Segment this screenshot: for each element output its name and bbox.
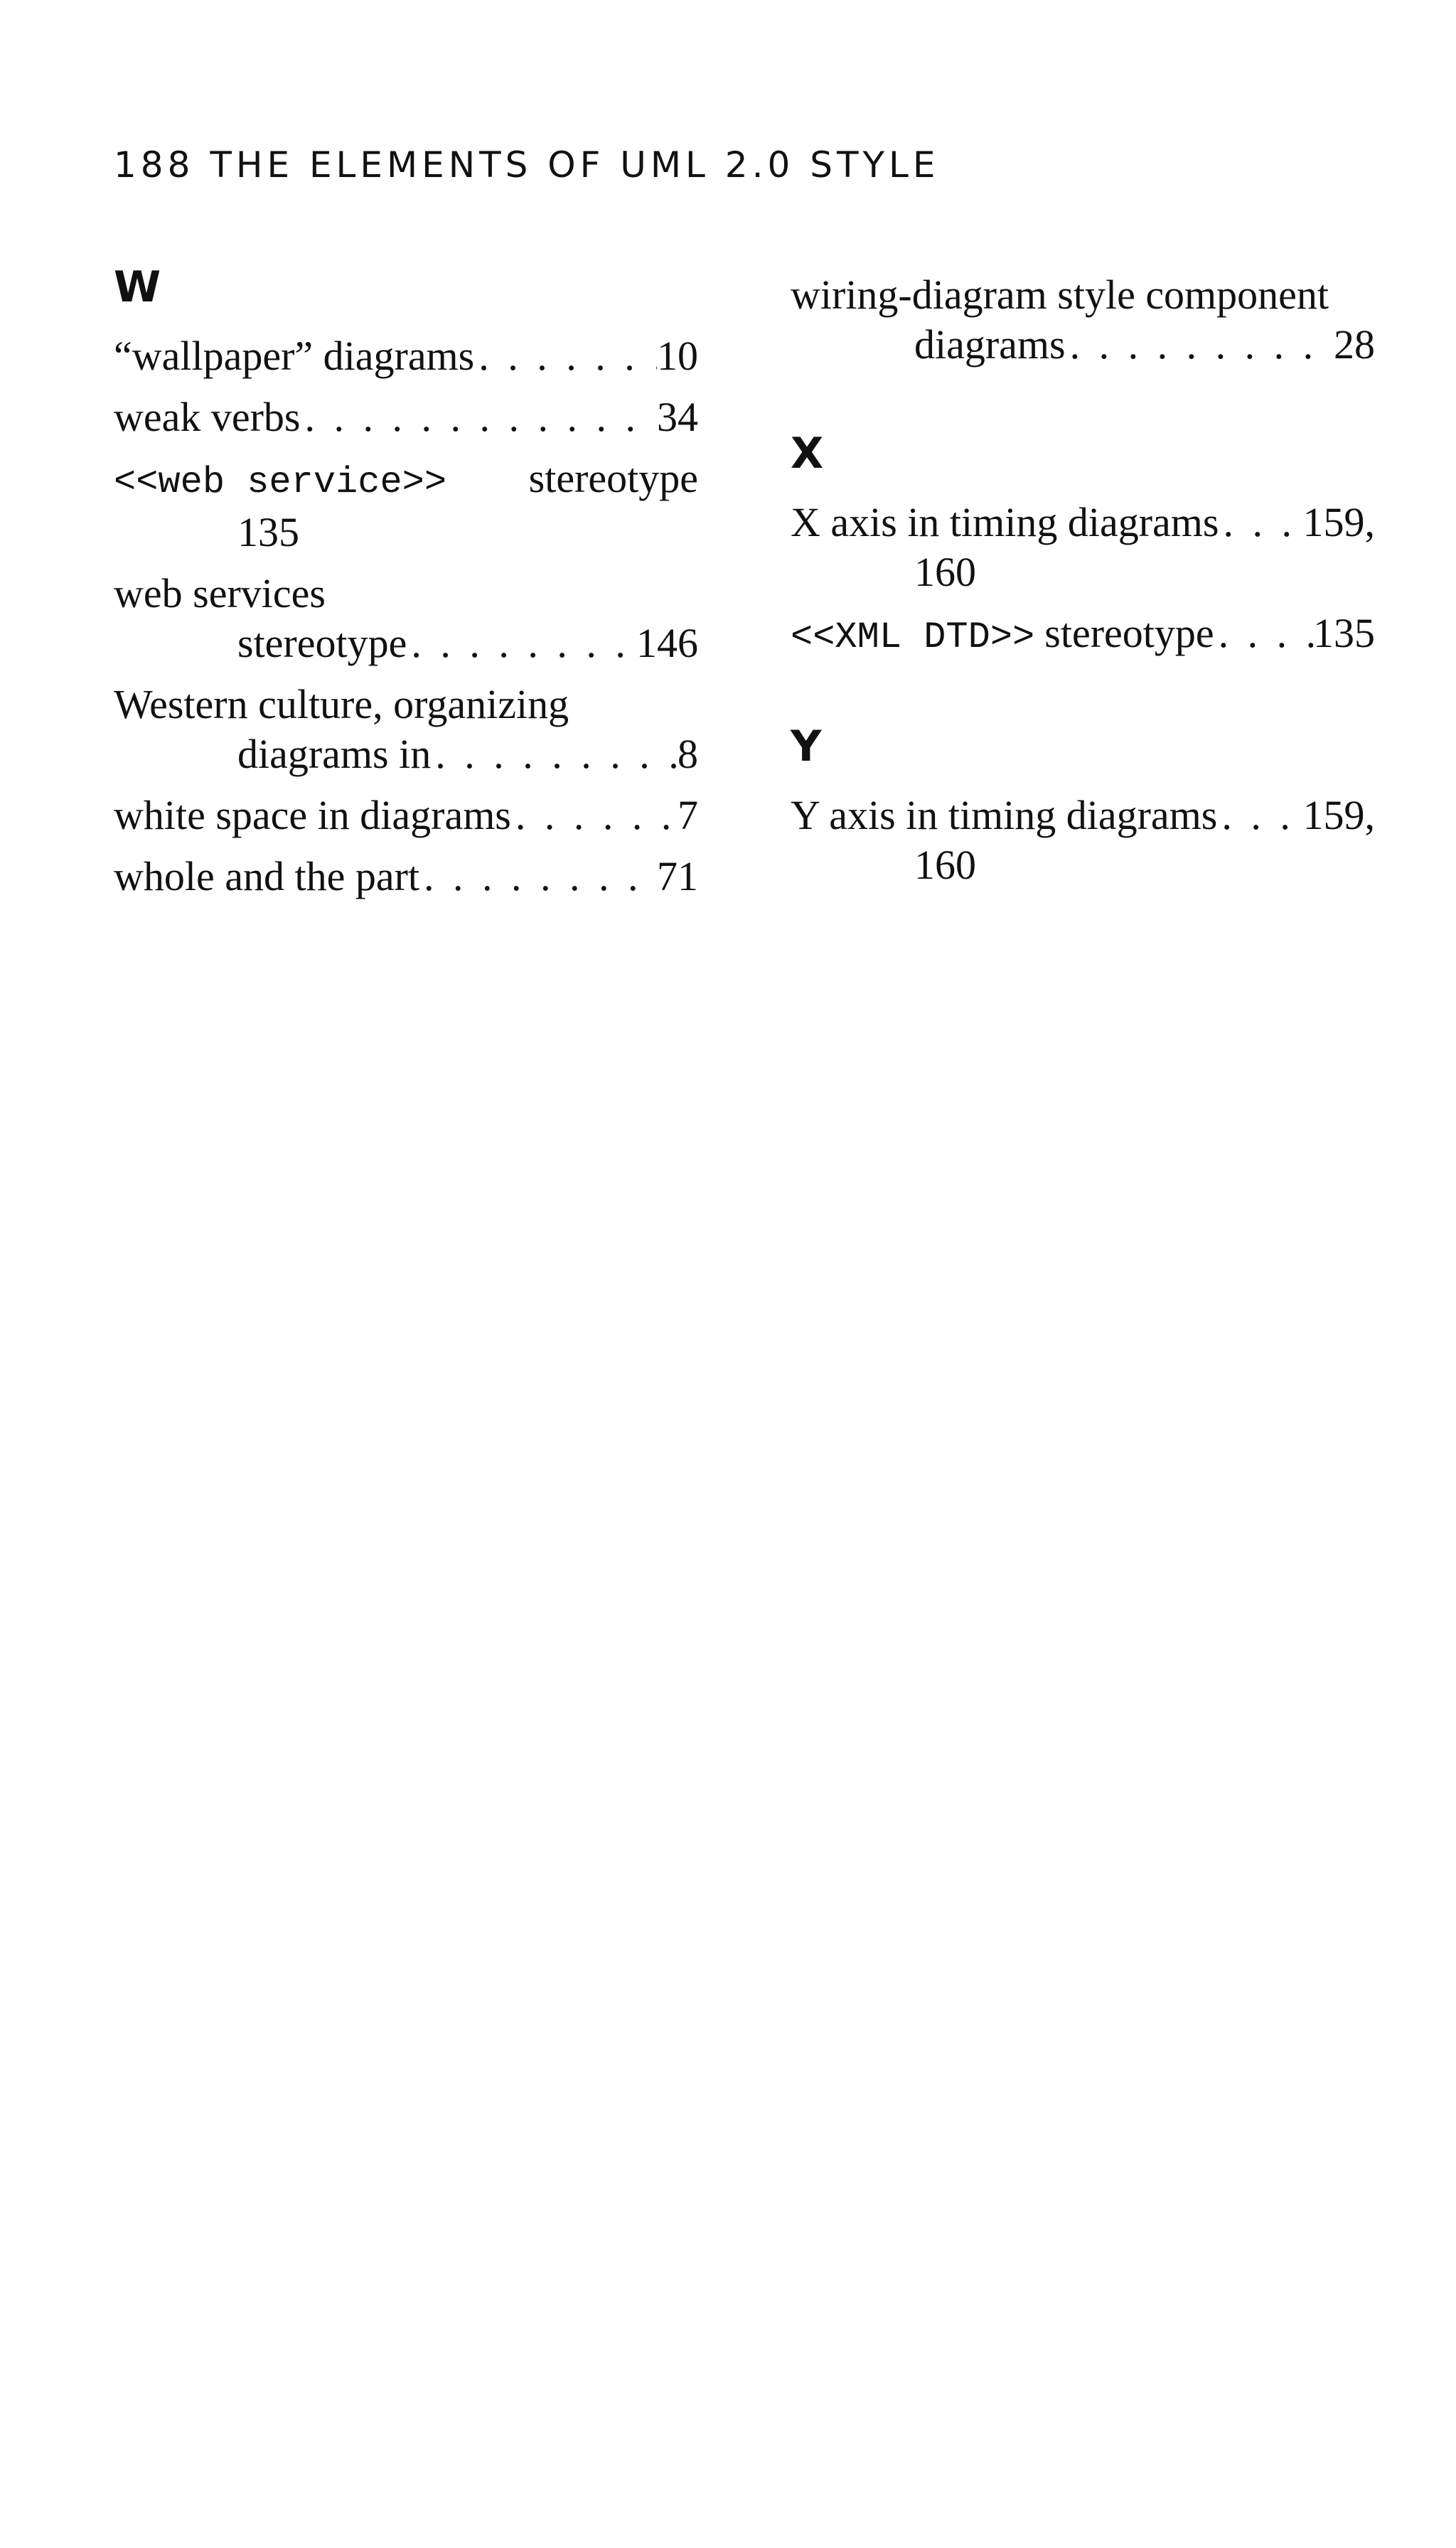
index-term: wiring-diagram style component [791, 272, 1329, 318]
dot-leader [474, 331, 657, 381]
index-subterm: diagrams in [237, 731, 432, 777]
index-entry [114, 569, 698, 668]
page-number: 34 [657, 394, 698, 440]
index-section-w-continued [791, 270, 1375, 370]
dot-leader [301, 392, 657, 442]
page-number: 10 [657, 333, 698, 379]
page-number: 146 [636, 620, 698, 666]
page-number: 159, [1302, 792, 1375, 838]
index-term: stereotype [528, 455, 698, 501]
index-entry [791, 609, 1375, 663]
index-entry [114, 680, 698, 779]
dot-leader [407, 619, 636, 668]
index-entry [114, 454, 698, 557]
running-head: 188 THE ELEMENTS OF UML 2.0 STYLE [114, 144, 940, 186]
index-column-left [114, 257, 698, 956]
page-number: 135 [237, 509, 299, 555]
dot-leader [419, 852, 657, 901]
index-term: X axis in timing diagrams [791, 499, 1219, 545]
index-term-code: <<XML DTD>> [791, 616, 1035, 658]
index-entry [114, 852, 698, 901]
index-term: whole and the part [114, 853, 420, 899]
page-number: 160 [914, 842, 976, 888]
index-term-code: <<web service>> [114, 461, 447, 503]
index-entry [114, 791, 698, 840]
page-number: 71 [657, 853, 698, 899]
page-number: 135 [1313, 610, 1375, 656]
index-entry [791, 498, 1375, 597]
index-column-right [791, 270, 1375, 944]
index-entry [791, 270, 1375, 370]
section-letter-y: Y [791, 722, 822, 771]
index-subterm: stereotype [237, 620, 407, 666]
index-section-w [114, 257, 698, 901]
dot-leader [1217, 791, 1302, 840]
page-number: 160 [914, 549, 976, 595]
index-term: Y axis in timing diagrams [791, 792, 1218, 838]
index-entry [114, 392, 698, 442]
index-term: Western culture, organizing [114, 681, 569, 727]
page-number: 8 [678, 731, 698, 777]
index-subterm: diagrams [914, 321, 1066, 368]
dot-leader [1219, 498, 1303, 547]
page-number: 7 [678, 792, 698, 838]
index-entry [791, 791, 1375, 890]
index-term: stereotype [1044, 610, 1214, 656]
index-section-y [791, 717, 1375, 890]
dot-leader [1214, 609, 1313, 658]
index-term: weak verbs [114, 394, 301, 440]
section-letter-x: X [791, 429, 824, 478]
index-term: web services [114, 570, 326, 616]
dot-leader [1066, 320, 1334, 370]
index-term: white space in diagrams [114, 792, 511, 838]
dot-leader [431, 729, 678, 779]
dot-leader [511, 791, 678, 840]
index-section-x [791, 424, 1375, 663]
section-letter-w: W [114, 262, 161, 312]
page-number: 28 [1334, 321, 1375, 368]
page-number: 159, [1302, 499, 1375, 545]
index-entry [114, 331, 698, 381]
index-term: “wallpaper” diagrams [114, 333, 475, 379]
